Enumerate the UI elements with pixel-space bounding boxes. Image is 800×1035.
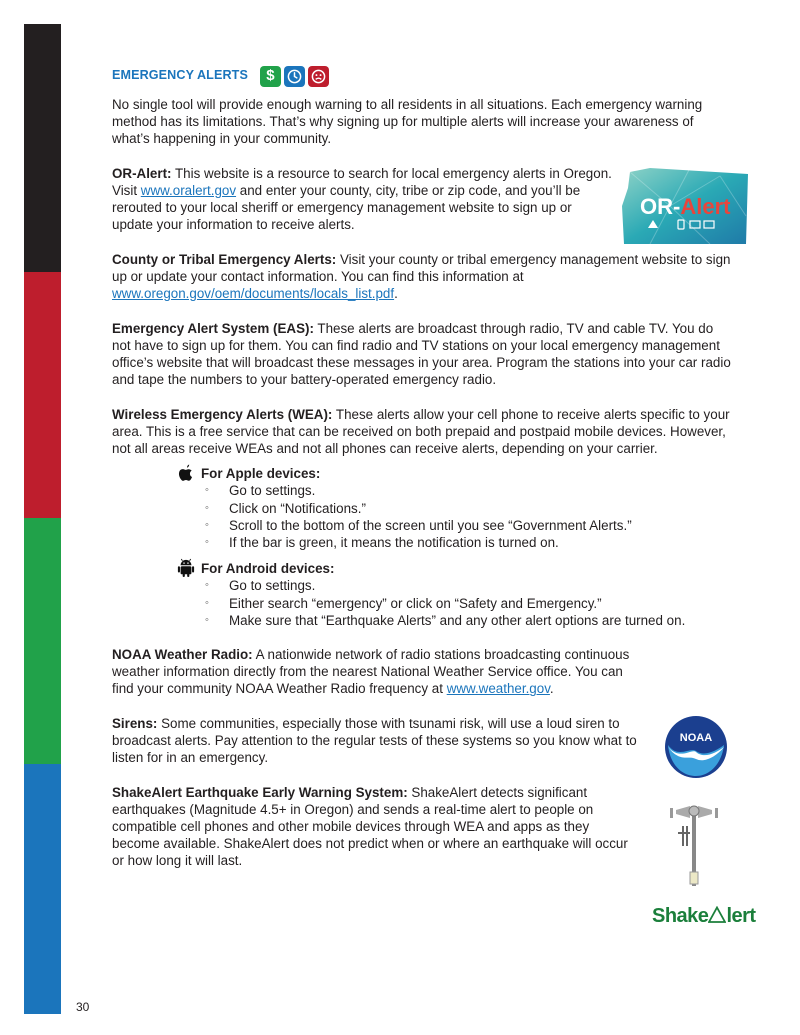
bullet: ◦ — [205, 536, 209, 549]
apple-devices-title-text: For Apple devices: — [201, 466, 321, 482]
eas-title: Emergency Alert System (EAS): — [112, 320, 314, 336]
list-item — [205, 500, 734, 517]
noaa-logo — [664, 715, 728, 779]
list-item-text: Scroll to the bottom of the screen until you see “Government Alerts.” — [229, 517, 632, 533]
noaa-paragraph — [112, 646, 644, 698]
oralert-logo — [620, 166, 750, 246]
shakealert-logo-lert: lert — [726, 905, 756, 927]
shakealert-title: ShakeAlert Earthquake Early Warning System: — [112, 784, 408, 800]
side-bar-blue — [24, 764, 61, 1014]
siren-illustration — [668, 800, 720, 894]
sirens-title: Sirens: — [112, 715, 158, 731]
oralert-text-1: This website is a resource to search for local emergency alerts in Oregon. Visit — [112, 165, 612, 198]
clock-icon — [284, 66, 305, 87]
list-item — [205, 482, 734, 499]
list-item — [205, 595, 734, 612]
bullet: ◦ — [205, 501, 209, 514]
apple-icon — [177, 463, 195, 483]
noaa-title: NOAA Weather Radio: — [112, 647, 253, 663]
oralert-title: OR-Alert: — [112, 165, 172, 181]
intro-paragraph: No single tool will provide enough warning to all residents in all situations. Each emergency warning method has its limitations. That’s why signing up for multiple alerts will increase your awareness of what’s happening in your community. — [112, 97, 703, 147]
page-number: 30 — [76, 1000, 90, 1014]
list-item-text: Make sure that “Earthquake Alerts” and any other alert options are turned on. — [229, 612, 686, 628]
oralert-text-2: and enter your county, city, tribe or zip code, and you’ll be rerouted to your local sheriff or emergency management website to sign up or update your information to receive alerts. — [112, 183, 581, 233]
list-item-text: Go to settings. — [229, 578, 316, 594]
list-item-text: Click on “Notifications.” — [229, 500, 366, 516]
list-item-text: If the bar is green, it means the notification is turned on. — [229, 535, 559, 551]
section-heading: EMERGENCY ALERTS — [112, 68, 248, 83]
bullet: ◦ — [205, 613, 209, 626]
android-devices-title — [177, 560, 734, 577]
bullet: ◦ — [205, 484, 209, 497]
badge-group — [260, 66, 329, 87]
list-item — [205, 612, 734, 629]
list-item-text: Go to settings. — [229, 483, 316, 499]
shakealert-logo-shake: Shake — [652, 905, 709, 927]
svg-text:OR-Alert — [640, 194, 731, 219]
list-item-text: Either search “emergency” or click on “Safety and Emergency.” — [229, 595, 602, 611]
noaa-link[interactable]: www.weather.gov — [446, 681, 550, 697]
apple-steps-list — [177, 482, 734, 551]
android-icon — [177, 558, 195, 578]
side-bar-black — [24, 24, 61, 272]
wea-paragraph — [112, 406, 734, 458]
sirens-paragraph — [112, 715, 644, 767]
stressed-face-icon — [308, 66, 329, 87]
county-paragraph — [112, 251, 734, 303]
shakealert-logo — [652, 905, 756, 928]
wea-text: These alerts allow your cell phone to receive alerts specific to your area. This is a free service that can be received on both prepaid and postpaid mobile devices. However, not all areas receive WEAs and not all phones can receive alerts, depending on your carrier. — [112, 406, 730, 456]
oralert-link[interactable]: www.oralert.gov — [140, 183, 237, 198]
list-item — [205, 577, 734, 594]
bullet: ◦ — [205, 579, 209, 592]
county-text: Visit your county or tribal emergency management website to sign up or update your contact information. You can find this information at — [112, 251, 731, 284]
county-title: County or Tribal Emergency Alerts: — [112, 251, 337, 267]
list-item — [205, 517, 734, 534]
eas-text: These alerts are broadcast through radio, TV and cable TV. You do not have to sign up for them. You can find radio and TV stations on your local emergency management office’s website that will broadcast these messages in your area. Program the stations into your car radio and tape the numbers to your battery-operated emergency radio. — [112, 320, 731, 388]
county-link[interactable]: www.oregon.gov/oem/documents/locals_list.pdf — [112, 286, 395, 302]
android-devices-title-text: For Android devices: — [201, 561, 335, 577]
android-devices-block — [177, 560, 734, 629]
sirens-text: Some communities, especially those with tsunami risk, will use a loud siren to broadcast alerts. Pay attention to the regular tests of these systems so you know what to listen for in an emergency. — [112, 715, 637, 766]
wea-title: Wireless Emergency Alerts (WEA): — [112, 406, 333, 422]
apple-devices-block — [177, 465, 734, 551]
side-bar-red — [24, 272, 61, 518]
county-tail: . — [394, 286, 398, 302]
noaa-tail: . — [549, 681, 554, 697]
apple-devices-title — [177, 465, 734, 482]
shakealert-text: ShakeAlert detects significant earthquakes (Magnitude 4.5+ in Oregon) and sends a real-time alert to people on compatible cell phones and other mobile devices through WEA and apps as they become available. ShakeAlert does not predict when or where an earthquake will occur or how long it will last. — [112, 784, 628, 869]
noaa-logo-text: NOAA — [679, 732, 713, 744]
oralert-logo-or: OR- — [640, 194, 681, 219]
shakealert-paragraph — [112, 784, 632, 870]
noaa-text: A nationwide network of radio stations broadcasting continuous weather information directly from the nearest National Weather Service office. You can find your community NOAA Weather Radio frequency at — [112, 647, 630, 697]
android-steps-list — [177, 577, 734, 629]
warning-triangle-icon — [708, 906, 726, 923]
section-heading-row — [112, 66, 734, 86]
bullet: ◦ — [205, 518, 209, 531]
list-item — [205, 534, 734, 551]
oralert-paragraph — [112, 165, 614, 234]
oralert-logo-alert: Alert — [680, 194, 731, 219]
bullet: ◦ — [205, 596, 209, 609]
side-bar-green — [24, 518, 61, 764]
dollar-icon: $ — [260, 66, 281, 87]
eas-paragraph — [112, 320, 734, 389]
